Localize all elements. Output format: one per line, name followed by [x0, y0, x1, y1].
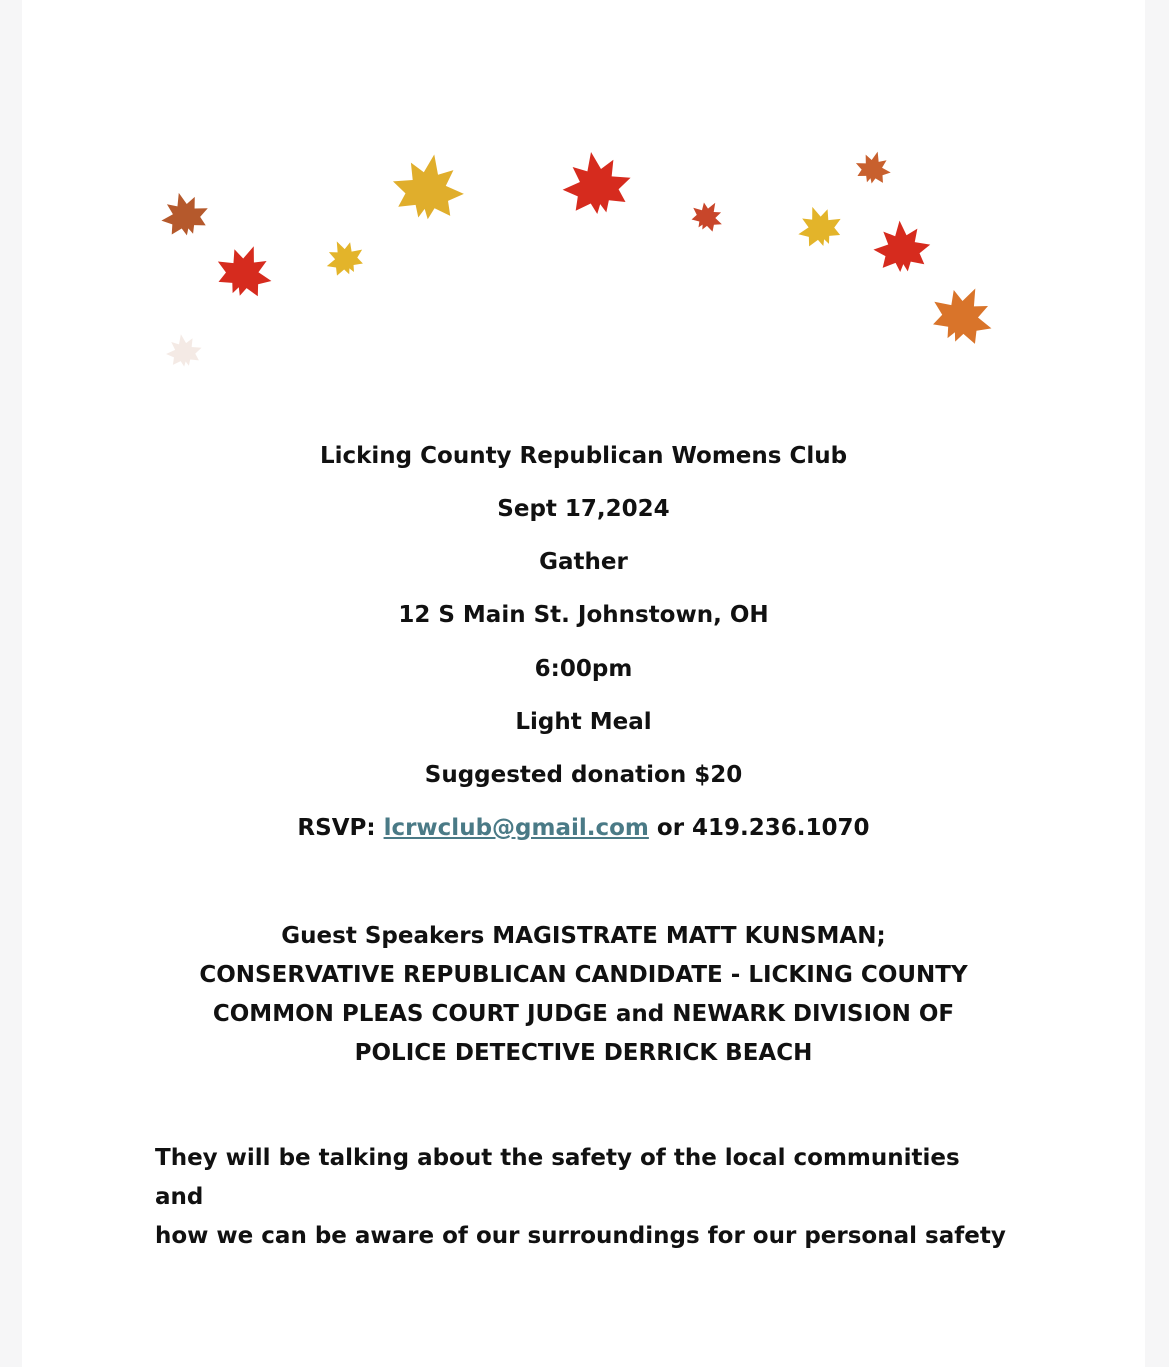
leaf-icon	[686, 194, 729, 236]
leaf-icon	[791, 199, 847, 252]
event-date: Sept 17,2024	[497, 496, 670, 522]
leaf-icon	[852, 147, 895, 188]
rsvp-label: RSVP:	[297, 815, 384, 841]
club-name: Licking County Republican Womens Club	[319, 443, 848, 469]
guest-speakers: Guest Speakers MAGISTRATE MATT KUNSMAN; CONSERVATIVE REPUBLICAN CANDIDATE - LICKING COUNTY COMMON PLEAS COURT JUDGE and NEWARK DIVISION OF POLICE DETECTIVE DERRICK BEACH	[199, 923, 968, 1066]
leaf-icon	[156, 187, 214, 241]
donation-info: Suggested donation $20	[424, 762, 743, 788]
event-description: They will be talking about the safety of the local communities and how we can be aware of our surroundings for our personal safety	[155, 1145, 1006, 1249]
leaf-icon	[163, 331, 204, 369]
flyer-page	[22, 0, 1145, 1367]
leaf-icon	[557, 146, 636, 219]
venue-address: 12 S Main St. Johnstown, OH	[398, 602, 769, 628]
leaf-icon	[319, 233, 369, 281]
leaf-icon	[923, 275, 1004, 353]
event-time: 6:00pm	[534, 656, 633, 682]
meal-info: Light Meal	[515, 709, 652, 735]
leaf-icon	[388, 148, 470, 224]
rsvp-line	[22, 813, 1145, 843]
rsvp-email-link[interactable]: lcrwclub@gmail.com	[383, 815, 649, 841]
leaf-icon	[871, 218, 932, 274]
leaf-icon	[209, 236, 280, 304]
rsvp-phone: or 419.236.1070	[648, 815, 870, 841]
autumn-leaves-illustration	[22, 0, 1145, 400]
venue-name: Gather	[539, 549, 628, 575]
